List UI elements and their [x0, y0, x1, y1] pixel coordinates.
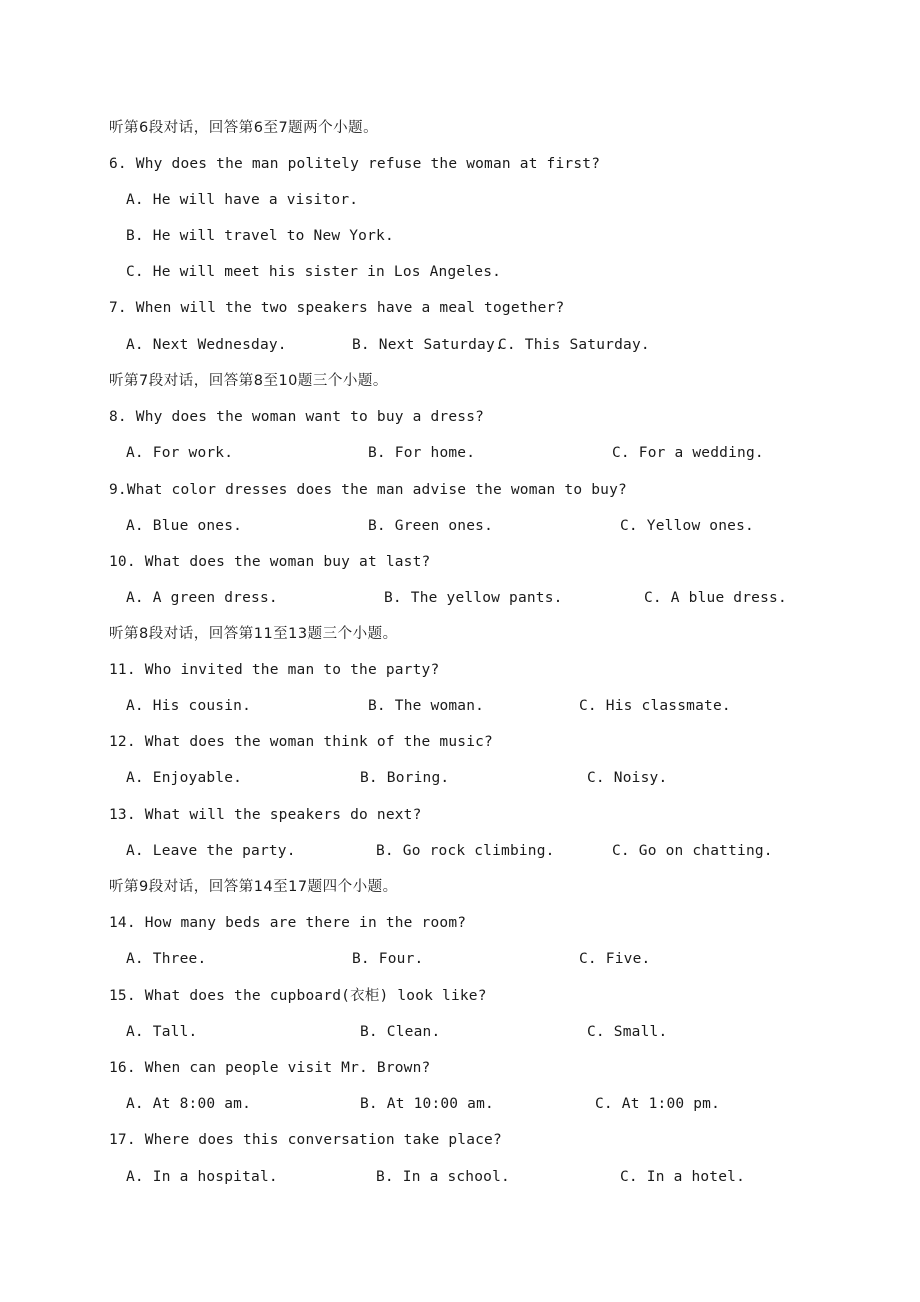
answer-option: B. Go rock climbing. [376, 843, 555, 859]
question-stem: 10. What does the woman buy at last? [109, 554, 431, 570]
answer-option: B. Boring. [360, 770, 450, 786]
question-stem: 12. What does the woman think of the music? [109, 734, 493, 750]
answer-option: C. Small. [587, 1024, 668, 1040]
answer-option: B. The woman. [368, 698, 485, 714]
question-stem: 15. What does the cupboard(衣柜) look like? [109, 988, 487, 1004]
answer-option: B. The yellow pants. [384, 590, 563, 606]
answer-option: C. This Saturday. [498, 337, 650, 353]
answer-option: A. His cousin. [126, 698, 252, 714]
answer-option: A. In a hospital. [126, 1169, 278, 1185]
answer-option: C. Go on chatting. [612, 843, 773, 859]
answer-option: B. At 10:00 am. [360, 1096, 494, 1112]
question-stem: 11. Who invited the man to the party? [109, 662, 440, 678]
answer-option: C. A blue dress. [644, 590, 787, 606]
question-stem: 13. What will the speakers do next? [109, 807, 422, 823]
answer-option: C. Five. [579, 951, 651, 967]
answer-option: C. Yellow ones. [620, 518, 754, 534]
answer-option: B. Clean. [360, 1024, 441, 1040]
answer-option: B. He will travel to New York. [126, 228, 394, 244]
answer-option: A. Enjoyable. [126, 770, 243, 786]
answer-option: A. Leave the party. [126, 843, 296, 859]
answer-option: A. At 8:00 am. [126, 1096, 252, 1112]
answer-option: B. Green ones. [368, 518, 494, 534]
section-instruction: 听第7段对话，回答第8至10题三个小题。 [109, 373, 388, 389]
answer-option: C. He will meet his sister in Los Angeles. [126, 264, 502, 280]
section-instruction: 听第6段对话，回答第6至7题两个小题。 [109, 120, 379, 136]
answer-option: A. Blue ones. [126, 518, 243, 534]
answer-option: C. Noisy. [587, 770, 668, 786]
answer-option: A. Tall. [126, 1024, 198, 1040]
question-stem: 14. How many beds are there in the room? [109, 915, 467, 931]
answer-option: A. For work. [126, 445, 234, 461]
answer-option: B. Four. [352, 951, 424, 967]
question-stem: 17. Where does this conversation take place? [109, 1132, 502, 1148]
answer-option: C. His classmate. [579, 698, 731, 714]
answer-option: B. In a school. [376, 1169, 510, 1185]
answer-option: B. For home. [368, 445, 476, 461]
question-stem: 7. When will the two speakers have a meal together? [109, 300, 565, 316]
answer-option: C. In a hotel. [620, 1169, 746, 1185]
answer-option: C. For a wedding. [612, 445, 764, 461]
answer-option: A. Three. [126, 951, 207, 967]
question-stem: 6. Why does the man politely refuse the woman at first? [109, 156, 601, 172]
answer-option: A. A green dress. [126, 590, 278, 606]
question-stem: 8. Why does the woman want to buy a dress? [109, 409, 485, 425]
answer-option: A. He will have a visitor. [126, 192, 359, 208]
section-instruction: 听第8段对话，回答第11至13题三个小题。 [109, 626, 398, 642]
answer-option: C. At 1:00 pm. [595, 1096, 721, 1112]
answer-option: A. Next Wednesday. [126, 337, 287, 353]
answer-option: B. Next Saturday. [352, 337, 504, 353]
question-stem: 16. When can people visit Mr. Brown? [109, 1060, 431, 1076]
question-stem: 9.What color dresses does the man advise the woman to buy? [109, 482, 627, 498]
section-instruction: 听第9段对话，回答第14至17题四个小题。 [109, 879, 398, 895]
